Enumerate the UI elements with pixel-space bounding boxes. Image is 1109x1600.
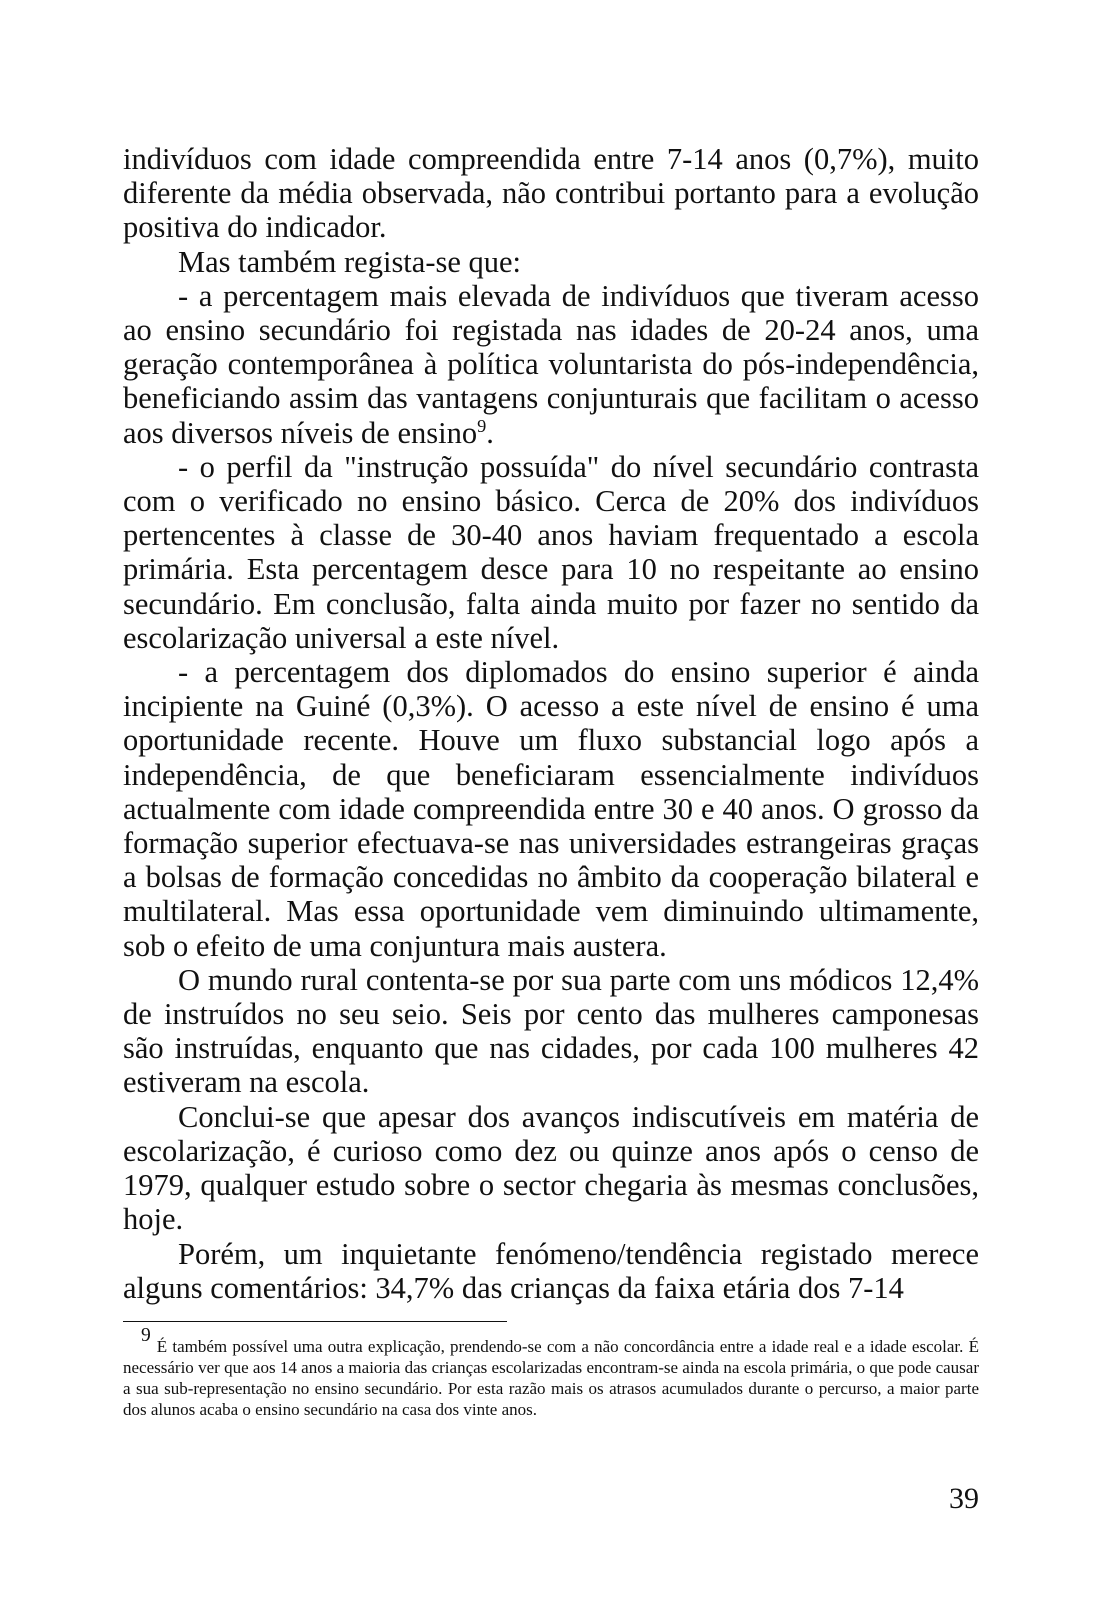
paragraph-continuation <box>123 142 979 245</box>
footnote-divider <box>123 1321 507 1322</box>
footnote <box>123 1325 979 1420</box>
bullet-item-higher-education <box>123 655 979 963</box>
paragraph-text: Conclui-se que apesar dos avanços indiscutíveis em matéria de escolarização, é curioso como dez ou quinze anos após o censo de 1979, qualquer estudo sobre o sector chegaria às mesmas conclusões, hoje. <box>123 1099 979 1237</box>
paragraph-intro <box>123 245 979 279</box>
footnote-text: É também possível uma outra explicação, prendendo-se com a não concordância entre a idade real e a idade escolar. É necessário ver que aos 14 anos a maioria das crianças escolarizadas encontram-se ainda na escola primária, o que pode causar a sua sub-representação no ensino secundário. Por esta razão mais os atrasos acumulados durante o percurso, a maior parte dos alunos acaba o ensino secundário na casa dos vinte anos. <box>123 1337 979 1419</box>
page-number: 39 <box>949 1482 979 1515</box>
bullet-item-secondary-access <box>123 279 979 450</box>
bullet-item-secondary-profile <box>123 450 979 655</box>
paragraph-conclusion <box>123 1100 979 1237</box>
footnote-marker: 9 <box>141 1325 151 1346</box>
paragraph-text: Porém, um inquietante fenómeno/tendência registado merece alguns comentários: 34,7% das crianças da faixa etária dos 7-14 <box>123 1236 979 1305</box>
paragraph-text: Mas também regista-se que: <box>178 244 522 279</box>
paragraph-text: - a percentagem mais elevada de indivíduos que tiveram acesso ao ensino secundário foi registada nas idades de 20-24 anos, uma geração contemporânea à política voluntarista do pós-independência, beneficiando assim das vantagens conjunturais que facilitam o acesso aos diversos níveis de ensino <box>123 278 979 450</box>
paragraph-text: - a percentagem dos diplomados do ensino superior é ainda incipiente na Guiné (0,3%). O acesso a este nível de ensino é uma oportunidade recente. Houve um fluxo substancial logo após a independência, de que beneficiaram essencialmente indivíduos actualmente com idade compreendida entre 30 e 40 anos. O grosso da formação superior efectuava-se nas universidades estrangeiras graças a bolsas de formação concedidas no âmbito da cooperação bilateral e multilateral. Mas essa oportunidade vem diminuindo ultimamente, sob o efeito de uma conjuntura mais austera. <box>123 655 979 963</box>
paragraph-text: O mundo rural contenta-se por sua parte com uns módicos 12,4% de instruídos no seu seio. Seis por cento das mulheres camponesas são instruídas, enquanto que nas cidades, por cada 100 mulheres 42 estiveram na escola. <box>123 962 979 1100</box>
paragraph-text-end: . <box>486 415 494 450</box>
paragraph-text: - o perfil da "instrução possuída" do nível secundário contrasta com o verificado no ensino básico. Cerca de 20% dos indivíduos pertencentes à classe de 30-40 anos haviam frequentado a escola primária. Esta percentagem desce para 10 no respeitante ao ensino secundário. Em conclusão, falta ainda muito por fazer no sentido da escolarização universal a este nível. <box>123 449 979 655</box>
body-text <box>123 142 979 1305</box>
footnote-reference[interactable]: 9 <box>477 415 487 436</box>
paragraph-text: indivíduos com idade compreendida entre 7-14 anos (0,7%), muito diferente da média observada, não contribui portanto para a evolução positiva do indicador. <box>123 142 979 245</box>
paragraph-rural <box>123 963 979 1100</box>
paragraph-phenomenon <box>123 1237 979 1305</box>
